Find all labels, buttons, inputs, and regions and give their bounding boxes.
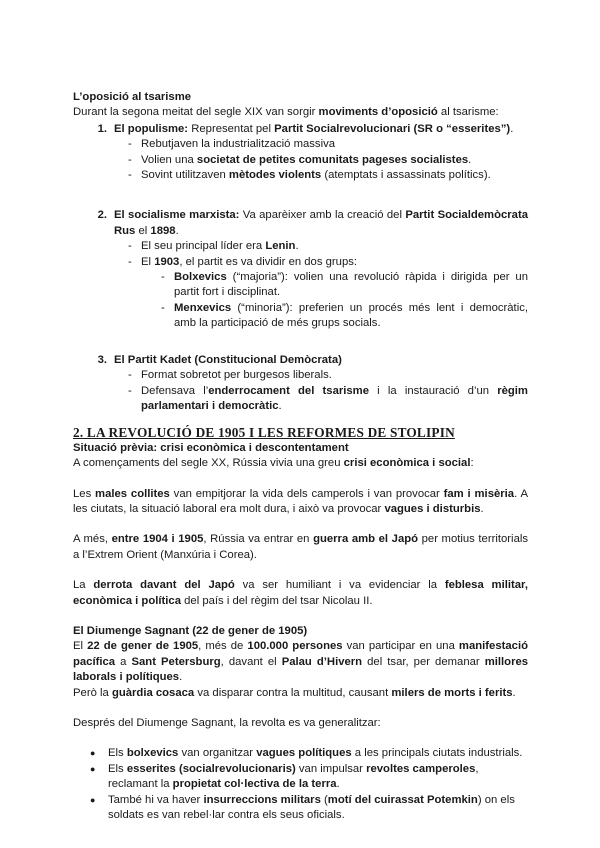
intro-paragraph: Durant la segona meitat del segle XIX van sorgir moviments d’oposició al tsarisme: xyxy=(73,106,499,119)
list-item: - Bolxevics (“majoria”): volien una revolució ràpida i dirigida per un partit fort i disciplinat. xyxy=(161,271,528,299)
list-item: - El 1903, el partit es va dividir en dos grups: xyxy=(128,255,358,268)
numbered-item-socialisme: 2. El socialisme marxista: Va aparèixer amb la creació del Partit Socialdemòcrata Rus el 1898. xyxy=(97,209,528,237)
list-item: - El seu principal líder era Lenin. xyxy=(128,240,299,253)
bullet-item: ● Els esserites (socialrevolucionaris) van impulsar revoltes camperoles, reclamant la propietat col·lectiva de la terra. xyxy=(90,762,479,791)
list-item: - Menxevics (“minoria”): preferien un procés més lent i democràtic, amb la participació de més grups socials. xyxy=(161,301,528,330)
list-item: - Defensava l’enderrocament del tsarisme i la instauració d’un règim parlamentari i democràtic. xyxy=(128,384,528,412)
paragraph: Les males collites van empitjorar la vida dels camperols i van provocar fam i misèria. A les ciutats, la situació laboral era molt dura, i això va provocar vagues i disturbis. xyxy=(73,487,528,515)
paragraph: El 22 de gener de 1905, més de 100.000 persones van participar en una manifestació pacífica a Sant Petersburg, davant el Palau d’Hivern del tsar, per demanar millores laborals i polítiques. xyxy=(73,640,529,684)
subheading: El Diumenge Sagnant (22 de gener de 1905) xyxy=(73,624,308,637)
list-item: - Rebutjaven la industrialització massiva xyxy=(128,138,336,151)
bullet-item: ● També hi va haver insurreccions militars (motí del cuirassat Potemkin) on els soldats es van rebel·lar contra els seus oficials. xyxy=(90,793,515,822)
list-item: - Sovint utilitzaven mètodes violents (atemptats i assassinats polítics). xyxy=(128,169,491,182)
numbered-item-kadet: 3. El Partit Kadet (Constitucional Demòcrata) xyxy=(97,353,342,366)
paragraph: Però la guàrdia cosaca va disparar contra la multitud, causant milers de morts i ferits. xyxy=(73,686,516,699)
paragraph: A començaments del segle XX, Rússia vivia una greu crisi econòmica i social: xyxy=(73,457,474,470)
section-title: L’oposició al tsarisme xyxy=(73,91,192,103)
list-item: - Format sobretot per burgesos liberals. xyxy=(128,369,332,382)
bullet-item: ● Els bolxevics van organitzar vagues polítiques a les principals ciutats industrials. xyxy=(90,747,523,760)
list-item: - Volien una societat de petites comunitats pageses socialistes. xyxy=(128,153,472,166)
section-heading: 2. LA REVOLUCIÓ DE 1905 I LES REFORMES DE STOLIPIN xyxy=(73,425,455,441)
paragraph: A més, entre 1904 i 1905, Rússia va entrar en guerra amb el Japó per motius territorials a l’Extrem Orient (Manxúria i Corea). xyxy=(73,533,529,561)
paragraph: Després del Diumenge Sagnant, la revolta es va generalitzar: xyxy=(73,717,381,729)
paragraph: La derrota davant del Japó va ser humiliant i va evidenciar la feblesa militar, econòmica i política del país i del règim del tsar Nicolau II. xyxy=(73,579,528,607)
document-page xyxy=(73,90,528,823)
numbered-item-populisme: 1. El populisme: Representat pel Partit Socialrevolucionari (SR o “esserites”). xyxy=(97,122,514,135)
subheading: Situació prèvia: crisi econòmica i descontentament xyxy=(73,441,349,454)
